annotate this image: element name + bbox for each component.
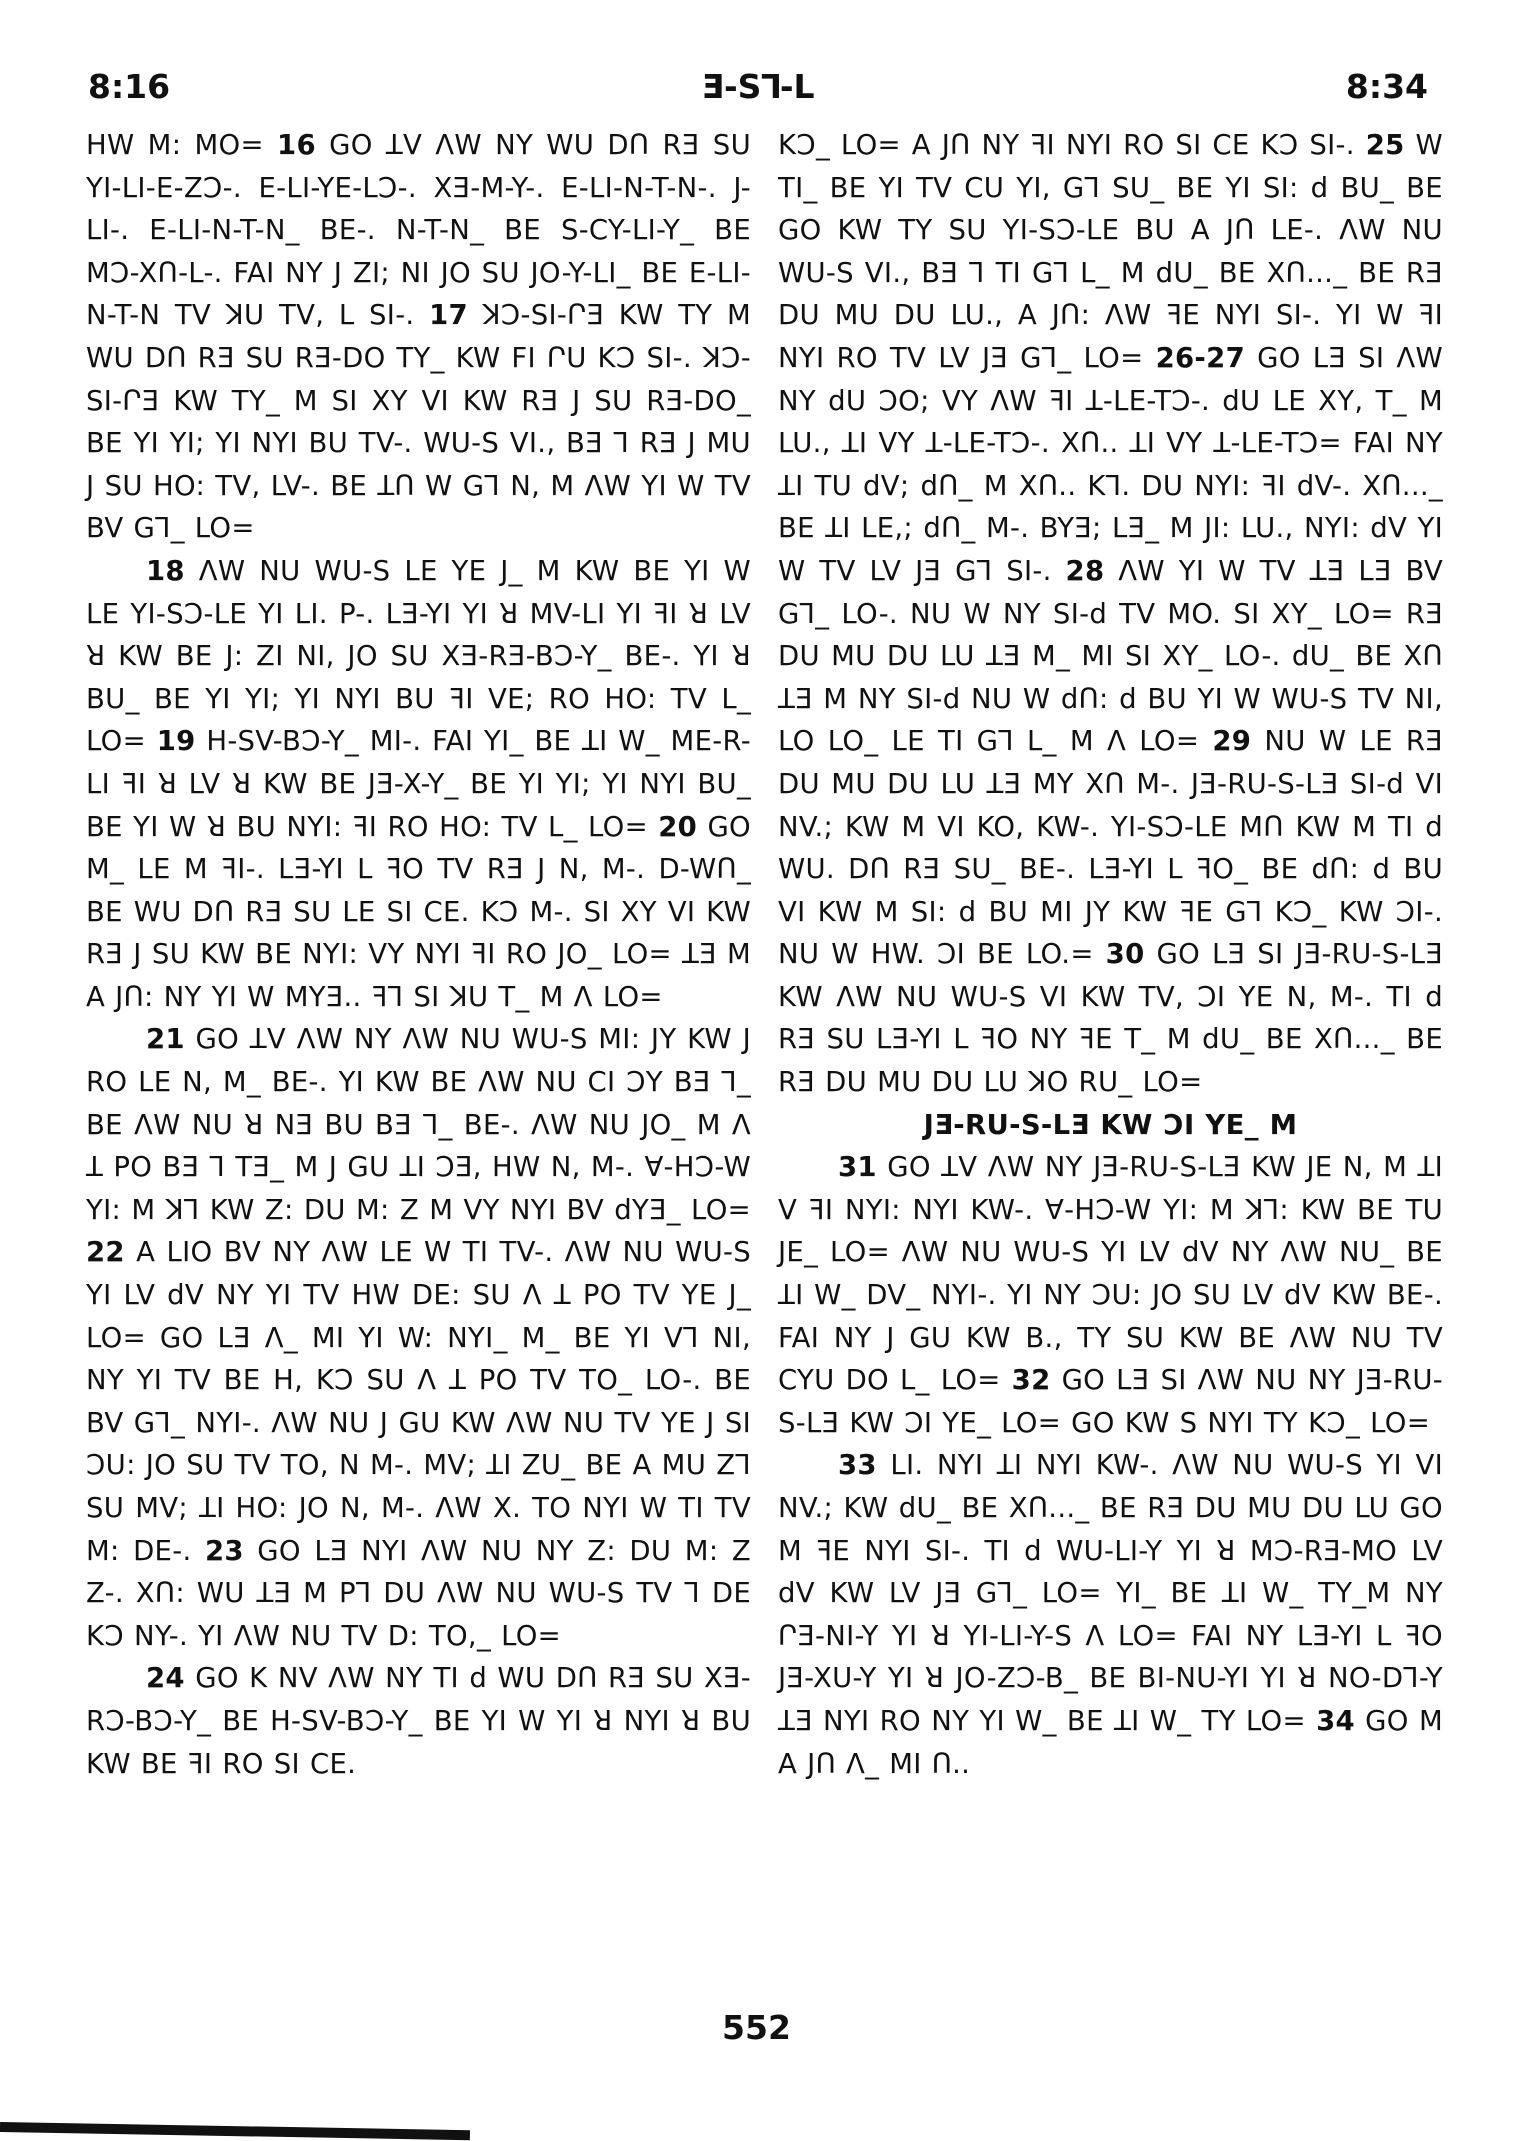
verse-text: GO LƎ SI ΛW NY dU ƆO; VY ΛW ꟻI ꓕ-LE-TƆ-. dU LE XY, T_ M LU., ꓕI VY ꓕ-LE-TƆ-. XՈ.. ꓕI VY ꓕ-LE-TƆ= FAI NY ꓕI TU dV; dՈ_ M XՈ.. K⅂. DU NYI: ꟻI dV-. XՈ..._ BE ꓕI LE,; dՈ_ M-. BYƎ; LƎ_ M JI: LU., NYI: dV YI W TV LV JƎ G⅂ SI-.: [778, 341, 1443, 587]
verse-text: GO ꓕV ΛW NY WU DՈ RƎ SU YI-LI-E-ZƆ-. E-LI-YE-LƆ-. XƎ-M-Y-. E-LI-N-T-N-. J-LI-. E-LI-N-T-N_ BE-. N-T-N_ BE S-CY-LI-Y_ BE MƆ-XՈ-L-. FAI NY J ZI; NI JO SU JO-Y-LI_ BE E-LI-N-T-N TV ꓘU TV, L SI-.: [86, 129, 751, 332]
verse-text: LI. NYI ꓕI NYI KW-. ΛW NU WU-S YI VI NV.; KW dU_ BE XՈ..._ BE RƎ DU MU DU LU GO M ꟻE NYI SI-. TI d WU-LI-Y YI ꓤ MƆ-RƎ-MO LV dV KW LV JƎ G⅂_ LO= YI_ BE ꓕI W_ TY_M NY ՐƎ-NI-Y YI ꓤ YI-LI-Y-S Λ LO= FAI NY LƎ-YI L ꟻO JƎ-XU-Y YI ꓤ JO-ZƆ-B_ BE BI-NU-YI YI ꓤ NO-D⅂-Y ꓕƎ NYI RO NY YI W_ BE ꓕI W_ TY LO=: [778, 1449, 1443, 1737]
paragraph: [86, 124, 751, 550]
verse-number: 17: [429, 299, 468, 332]
verse-number: 34: [1316, 1704, 1355, 1737]
verse-number: 25: [1365, 129, 1405, 161]
right-text-column: [778, 124, 1443, 1785]
verse-text: ΛW NU WU-S LE YE J_ M KW BE YI W LE YI-SƆ-LE YI LI. P-. LƎ-YI YI ꓤ MV-LI YI ꟻI ꓤ LV ꓤ KW BE J: ZI NI, JO SU XƎ-RƎ-BƆ-Y_ BE-. YI ꓤ BU_ BE YI YI; YI NYI BU ꟻI VE; RO HO: TV L_ LO=: [86, 554, 751, 758]
verse-text: ΛW YI W TV ꓕƎ LƎ BV G⅂_ LO-. NU W NY SI-d TV MO. SI XY_ LO= RƎ DU MU DU LU ꓕƎ M_ MI SI XY_ LO-. dU_ BE XՈ ꓕƎ M NY SI-d NU W dՈ: d BU YI W WU-S TV NI, LO LO_ LE TI G⅂ L_ M Λ LO=: [778, 554, 1443, 758]
verse-text: GO M A JՈ Λ_ MI Ո..: [778, 1704, 1443, 1780]
header-right-reference: 8:34: [1345, 67, 1428, 106]
verse-text: H-SV-BƆ-Y_ MI-. FAI YI_ BE ꓕI W_ ME-R-LI ꟻI ꓤ LV ꓤ KW BE JƎ-X-Y_ BE YI YI; YI NYI BU_ BE YI W ꓤ BU NYI: ꟻI RO HO: TV L_ LO=: [86, 725, 751, 843]
page-header: [88, 64, 1428, 110]
header-left-reference: 8:16: [88, 67, 171, 106]
paragraph: [86, 1018, 751, 1657]
left-text-column: [86, 124, 751, 1785]
paragraph: [778, 124, 1443, 1104]
verse-number: 33: [838, 1449, 877, 1482]
paragraph: [86, 550, 751, 1019]
verse-text: GO LƎ SI JƎ-RU-S-LƎ KW ΛW NU WU-S VI KW TV, ƆI YE N, M-. TI d RƎ SU LƎ-YI L ꟻO NY ꟻE T_ M dU_ BE XՈ..._ BE RƎ DU MU DU LU ꓘO RU_ LO=: [778, 938, 1444, 1099]
verse-number: 24: [146, 1662, 185, 1695]
verse-number: 30: [1105, 938, 1145, 971]
verse-number: 20: [658, 810, 698, 843]
paragraph: [86, 1657, 751, 1785]
verse-number: 29: [1212, 725, 1252, 758]
verse-number: 22: [86, 1236, 125, 1269]
scan-edge-shadow: [0, 2122, 470, 2140]
verse-text: KƆ_ LO= A JՈ NY ꟻI NYI RO SI CE KƆ SI-.: [778, 129, 1366, 161]
verse-text: GO LƎ NYI ΛW NU NY Z: DU M: Z Z-. XՈ: WU ꓕƎ M P⅂ DU ΛW NU WU-S TV ⅂ DE KƆ NY-. YI ΛW NU TV D: TO,_ LO=: [86, 1534, 751, 1652]
page-number: 552: [722, 2008, 791, 2047]
verse-text: HW M: MO=: [86, 129, 278, 161]
verse-number: 16: [277, 129, 316, 161]
verse-text: GO ꓕV ΛW NY ΛW NU WU-S MI: JY KW J RO LE N, M_ BE-. YI KW BE ΛW NU CI ƆY BƎ ⅂_ BE ΛW NU ꓤ NƎ BU BƎ ⅂_ BE-. ΛW NU JO_ M Λ ꓕ PO BƎ ⅂ TƎ_ M J GU ꓕI ƆƎ, HW N, M-. Ɐ-HƆ-W YI: M ꓘ⅂ KW Z: DU M: Z M VY NYI BV dYƎ_ LO=: [86, 1023, 751, 1226]
verse-text: GO K NV ΛW NY TI d WU DՈ RƎ SU XƎ-RƆ-BƆ-Y_ BE H-SV-BƆ-Y_ BE YI W YI ꓤ NYI ꓤ BU KW BE ꟻI RO SI CE.: [86, 1662, 751, 1780]
paragraph: [778, 1146, 1443, 1444]
verse-text: NU W LE RƎ DU MU DU LU ꓕƎ MY XՈ M-. JƎ-RU-S-LƎ SI-d VI NV.; KW M VI KO, KW-. YI-SƆ-LE MՈ KW M TI d WU. DՈ RƎ SU_ BE-. LƎ-YI L ꟻO_ BE dՈ: d BU VI KW M SI: d BU MI JY KW ꟻE G⅂ KƆ_ KW ƆI-. NU W HW. ƆI BE LO.=: [778, 725, 1443, 971]
verse-number: 31: [838, 1151, 877, 1184]
verse-text: W TI_ BE YI TV CU YI, G⅂ SU_ BE YI SI: d BU_ BE GO KW TY SU YI-SƆ-LE BU A JՈ LE-. ΛW NU WU-S VI., BƎ ⅂ TI G⅂ L_ M dU_ BE XՈ..._ BE RƎ DU MU DU LU., A JՈ: ΛW ꟻE NYI SI-. YI W ꟻI NYI RO TV LV JƎ G⅂_ LO=: [778, 129, 1443, 374]
verse-number: 21: [146, 1023, 185, 1056]
verse-number: 32: [1011, 1364, 1051, 1397]
paragraph: [778, 1444, 1443, 1785]
verse-number: 28: [1065, 554, 1105, 587]
verse-number: 26-27: [1155, 341, 1246, 374]
section-heading: JƎ-RU-S-LƎ KW ƆI YE_ M: [923, 1108, 1298, 1141]
header-book-title: Ǝ-S⅂-L: [701, 67, 815, 106]
verse-text: A LIO BV NY ΛW LE W TI TV-. ΛW NU WU-S YI LV dV NY YI TV HW DE: SU Λ ꓕ PO TV YE J_ LO= GO LƎ Λ_ MI YI W: NYI_ M_ BE YI V⅂ NI, NY YI TV BE H, KƆ SU Λ ꓕ PO TV TO_ LO-. BE BV G⅂_ NYI-. ΛW NU J GU KW ΛW NU TV YE J SI ƆU: JO SU TV TO, N M-. MV; ꓕI ZU_ BE A MU Z⅂ SU MV; ꓕI HO: JO N, M-. ΛW X. TO NYI W TI TV M: DE-.: [86, 1236, 751, 1567]
verse-text: GO ꓕV ΛW NY JƎ-RU-S-LƎ KW JE N, M ꓕI V ꟻI NYI: NYI KW-. Ɐ-HƆ-W YI: M ꓘ⅂: KW BE TU JE_ LO= ΛW NU WU-S YI LV dV NY ΛW NU_ BE ꓕI W_ DV_ NYI-. YI NY ƆU: JO SU LV dV KW BE-. FAI NY J GU KW B., TY SU KW BE ΛW NU TV CYU DO L_ LO=: [778, 1151, 1443, 1397]
verse-text: GO M_ LE M ꟻI-. LƎ-YI L ꟻO TV RƎ J N, M-. D-WՈ_ BE WU DՈ RƎ SU LE SI CE. KƆ M-. SI XY VI KW RƎ J SU KW BE NYI: VY NYI ꟻI RO JO_ LO= ꓕƎ M A JՈ: NY YI W MYƎ.. ꟻ⅂ SI ꓘU T_ M Λ LO=: [86, 810, 751, 1013]
verse-number: 23: [204, 1534, 244, 1567]
verse-text: GO LƎ SI ΛW NU NY JƎ-RU-S-LƎ KW ƆI YE_ LO= GO KW S NYI TY KƆ_ LO=: [778, 1364, 1443, 1439]
verse-number: 19: [156, 725, 196, 758]
verse-text: ꓘƆ-SI-ՐƎ KW TY M WU DՈ RƎ SU RƎ-DO TY_ KW FI ՐU KƆ SI-. ꓘƆ-SI-ՐƎ KW TY_ M SI XY VI KW RƎ J SU RƎ-DO_ BE YI YI; YI NYI BU TV-. WU-S VI., BƎ ⅂ RƎ J MU J SU HO: TV, LV-. BE ꓕՈ W G⅂ N, M ΛW YI W TV BV G⅂_ LO=: [86, 299, 752, 545]
verse-number: 18: [146, 554, 185, 587]
